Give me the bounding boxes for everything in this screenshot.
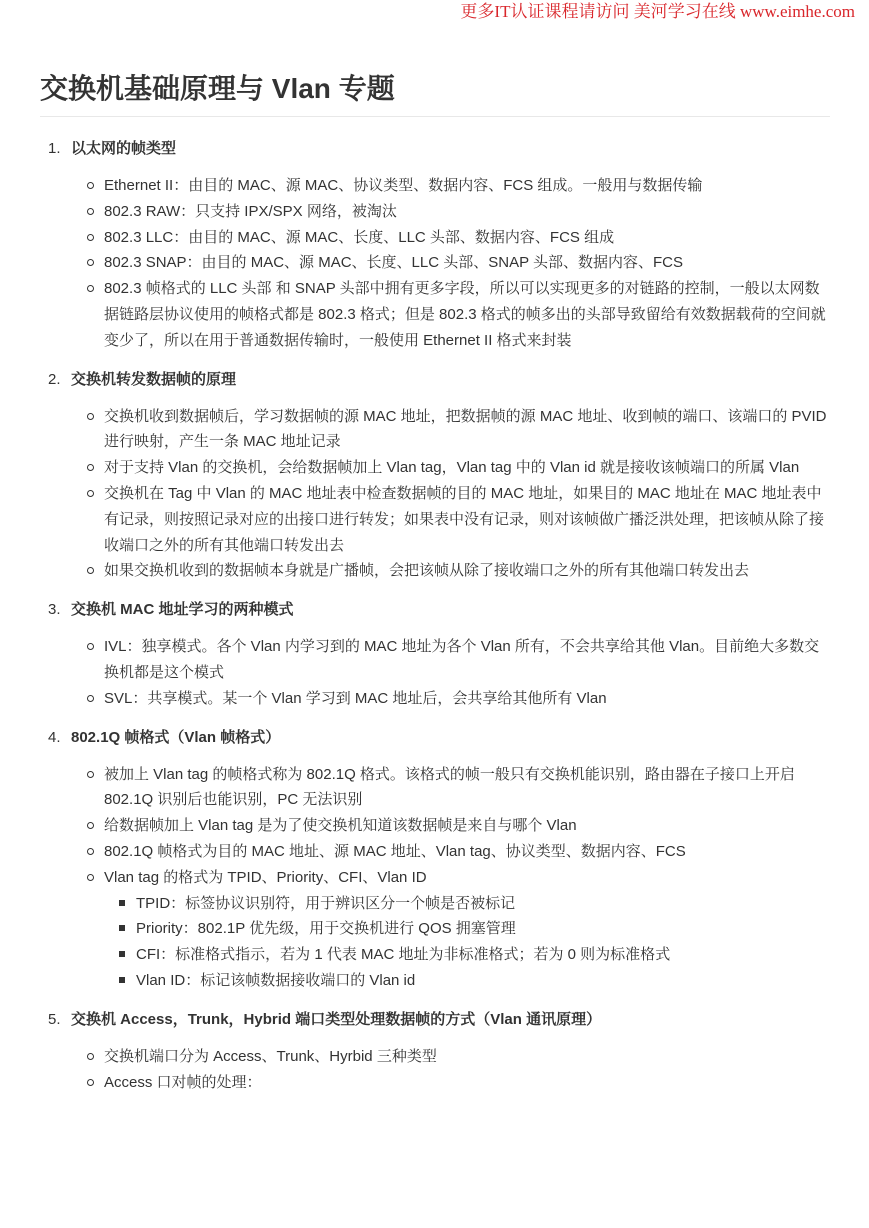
list-item xyxy=(86,250,830,276)
list-item xyxy=(86,634,830,686)
section-heading xyxy=(40,1008,830,1032)
bullet-list xyxy=(40,762,830,994)
list-item-text: 802.3 SNAP：由目的 MAC、源 MAC、长度、LLC 头部、SNAP 头部、数据内容、FCS xyxy=(104,254,683,272)
list-item-text: Ethernet II：由目的 MAC、源 MAC、协议类型、数据内容、FCS 组成。一般用与数据传输 xyxy=(104,177,703,194)
section-heading xyxy=(40,368,830,392)
list-item-text: 如果交换机收到的数据帧本身就是广播帧，会把该帧从除了接收端口之外的所有其他端口转发出去 xyxy=(104,562,750,580)
sub-list-item: TPID：标签协议识别符，用于辨识区分一个帧是否被标记 xyxy=(118,891,830,917)
section-number: 1. xyxy=(48,140,61,157)
document-body xyxy=(40,68,830,1109)
list-item-text: 交换机在 Tag 中 Vlan 的 MAC 地址表中检查数据帧的目的 MAC 地址，如果目的 MAC 地址在 MAC 地址表中有记录，则按照记录对应的出接口进行转发；如果表中没有记录，则对该帧做广播泛洪处理，把该帧从除了接收端口之外的所有其他端口转发出去 xyxy=(104,484,825,554)
bullet-list xyxy=(40,404,830,585)
list-item-text: 交换机收到数据帧后，学习数据帧的源 MAC 地址，把数据帧的源 MAC 地址、收到帧的端口、该端口的 PVID 进行映射，产生一条 MAC 地址记录 xyxy=(104,407,827,451)
sub-list-item: Priority：802.1P 优先级，用于交换机进行 QOS 拥塞管理 xyxy=(118,916,830,942)
list-item xyxy=(86,455,830,481)
section-heading xyxy=(40,726,830,750)
section-heading xyxy=(40,598,830,622)
list-item-text: 给数据帧加上 Vlan tag 是为了使交换机知道该数据帧是来自与哪个 Vlan xyxy=(104,817,577,835)
bullet-list xyxy=(40,173,830,354)
list-item-text: Access 口对帧的处理： xyxy=(104,1073,262,1091)
section-number: 3. xyxy=(48,601,61,619)
list-item-text: 交换机端口分为 Access、Trunk、Hyrbid 三种类型 xyxy=(104,1047,437,1065)
list-item xyxy=(86,199,830,225)
section-heading xyxy=(40,137,830,161)
list-item xyxy=(86,558,830,584)
section-number: 2. xyxy=(48,370,61,388)
list-item-text: 802.3 LLC：由目的 MAC、源 MAC、长度、LLC 头部、数据内容、FCS 组成 xyxy=(104,228,615,246)
section-list xyxy=(40,137,830,1095)
list-item xyxy=(86,276,830,353)
list-item xyxy=(86,225,830,251)
section-number: 4. xyxy=(48,728,61,746)
section-number: 5. xyxy=(48,1010,61,1028)
list-item xyxy=(86,1070,830,1096)
list-item xyxy=(86,173,830,199)
list-item-text: 对于支持 Vlan 的交换机，会给数据帧加上 Vlan tag，Vlan tag 中的 Vlan id 就是接收该帧端口的所属 Vlan xyxy=(104,459,800,477)
page-title: 交换机基础原理与 Vlan 专题 xyxy=(40,68,830,117)
section xyxy=(40,726,830,994)
section xyxy=(40,1008,830,1096)
list-item-text: Vlan tag 的格式为 TPID、Priority、CFI、Vlan ID xyxy=(104,868,427,886)
list-item xyxy=(86,839,830,865)
list-item xyxy=(86,481,830,558)
list-item-text: IVL：独享模式。各个 Vlan 内学习到的 MAC 地址为各个 Vlan 所有，不会共享给其他 Vlan。目前绝大多数交换机都是这个模式 xyxy=(104,638,820,681)
list-item-text: 被加上 Vlan tag 的帧格式称为 802.1Q 格式。该格式的帧一般只有交换机能识别，路由器在子接口上开启 802.1Q 识别后也能识别，PC 无法识别 xyxy=(104,765,795,809)
section-heading-text: 802.1Q 帧格式（Vlan 帧格式） xyxy=(71,728,281,746)
section-heading-text: 交换机 Access，Trunk，Hybrid 端口类型处理数据帧的方式（Vlan 通讯原理） xyxy=(71,1010,602,1028)
section-heading-text: 以太网的帧类型 xyxy=(71,140,177,157)
sub-list-item: CFI：标准格式指示，若为 1 代表 MAC 地址为非标准格式；若为 0 则为标准格式 xyxy=(118,942,830,968)
list-item-text: 802.3 RAW：只支持 IPX/SPX 网络，被淘汰 xyxy=(104,202,397,220)
sub-list-item: Vlan ID：标记该帧数据接收端口的 Vlan id xyxy=(118,968,830,994)
list-item xyxy=(86,813,830,839)
section xyxy=(40,368,830,585)
section-heading-text: 交换机转发数据帧的原理 xyxy=(71,370,237,388)
list-item-text: 802.1Q 帧格式为目的 MAC 地址、源 MAC 地址、Vlan tag、协议类型、数据内容、FCS xyxy=(104,842,686,860)
list-item xyxy=(86,404,830,456)
site-banner: 更多IT认证课程请访问 美河学习在线 www.eimhe.com xyxy=(460,2,855,21)
list-item-text: 802.3 帧格式的 LLC 头部 和 SNAP 头部中拥有更多字段，所以可以实现更多的对链路的控制，一般以太网数据链路层协议使用的帧格式都是 802.3 格式；但是 802.3 格式的帧多出的头部导致留给有效数据载荷的空间就变少了，所以在用于普通数据传输时，一般使用 Ethernet II 格式来封装 xyxy=(104,280,826,349)
bullet-list xyxy=(40,634,830,711)
sub-bullet-list xyxy=(104,891,830,994)
section xyxy=(40,137,830,354)
list-item xyxy=(86,1044,830,1070)
list-item-text: SVL：共享模式。某一个 Vlan 学习到 MAC 地址后，会共享给其他所有 Vlan xyxy=(104,689,607,707)
list-item xyxy=(86,686,830,712)
section xyxy=(40,598,830,711)
list-item xyxy=(86,762,830,814)
section-heading-text: 交换机 MAC 地址学习的两种模式 xyxy=(71,601,294,619)
list-item xyxy=(86,865,830,994)
bullet-list xyxy=(40,1044,830,1096)
